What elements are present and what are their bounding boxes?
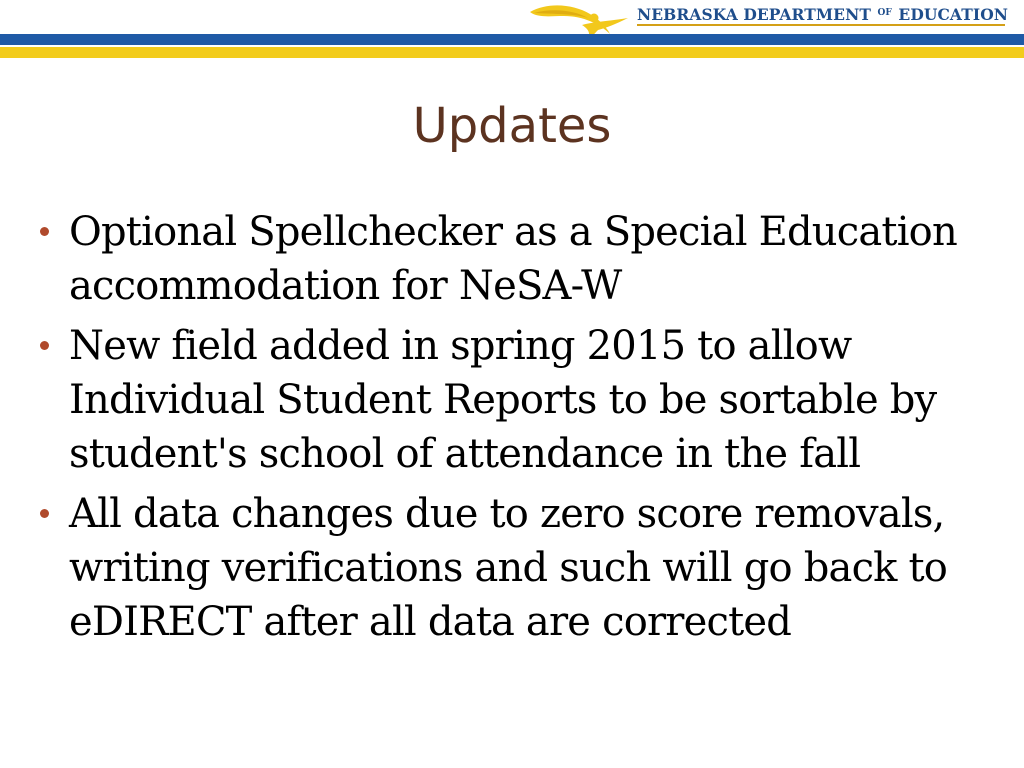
org-name-underline (637, 24, 1005, 26)
bullet-text: All data changes due to zero score removals, writing verifications and such will go back to eDIRECT after all data are corrected (69, 491, 948, 645)
bullet-item (40, 319, 1000, 481)
bullet-list (40, 205, 1000, 655)
organization-name (637, 5, 1008, 24)
slide-header (0, 0, 1024, 60)
bullet-item (40, 205, 1000, 313)
bullet-dot-icon (40, 341, 49, 350)
slide-title: Updates (412, 98, 612, 154)
bullet-dot-icon (40, 227, 49, 236)
bullet-text: New field added in spring 2015 to allow Individual Student Reports to be sortable by student's school of attendance in the fall (69, 323, 937, 477)
org-name-part1: NEBRASKA DEPARTMENT (637, 5, 871, 24)
header-blue-band (0, 34, 1024, 45)
bullet-dot-icon (40, 509, 49, 518)
bullet-item (40, 487, 1000, 649)
org-name-of: OF (877, 8, 892, 18)
org-name-part2: EDUCATION (898, 5, 1009, 24)
bullet-text: Optional Spellchecker as a Special Education accommodation for NeSA-W (69, 209, 957, 309)
header-yellow-band (0, 47, 1024, 58)
